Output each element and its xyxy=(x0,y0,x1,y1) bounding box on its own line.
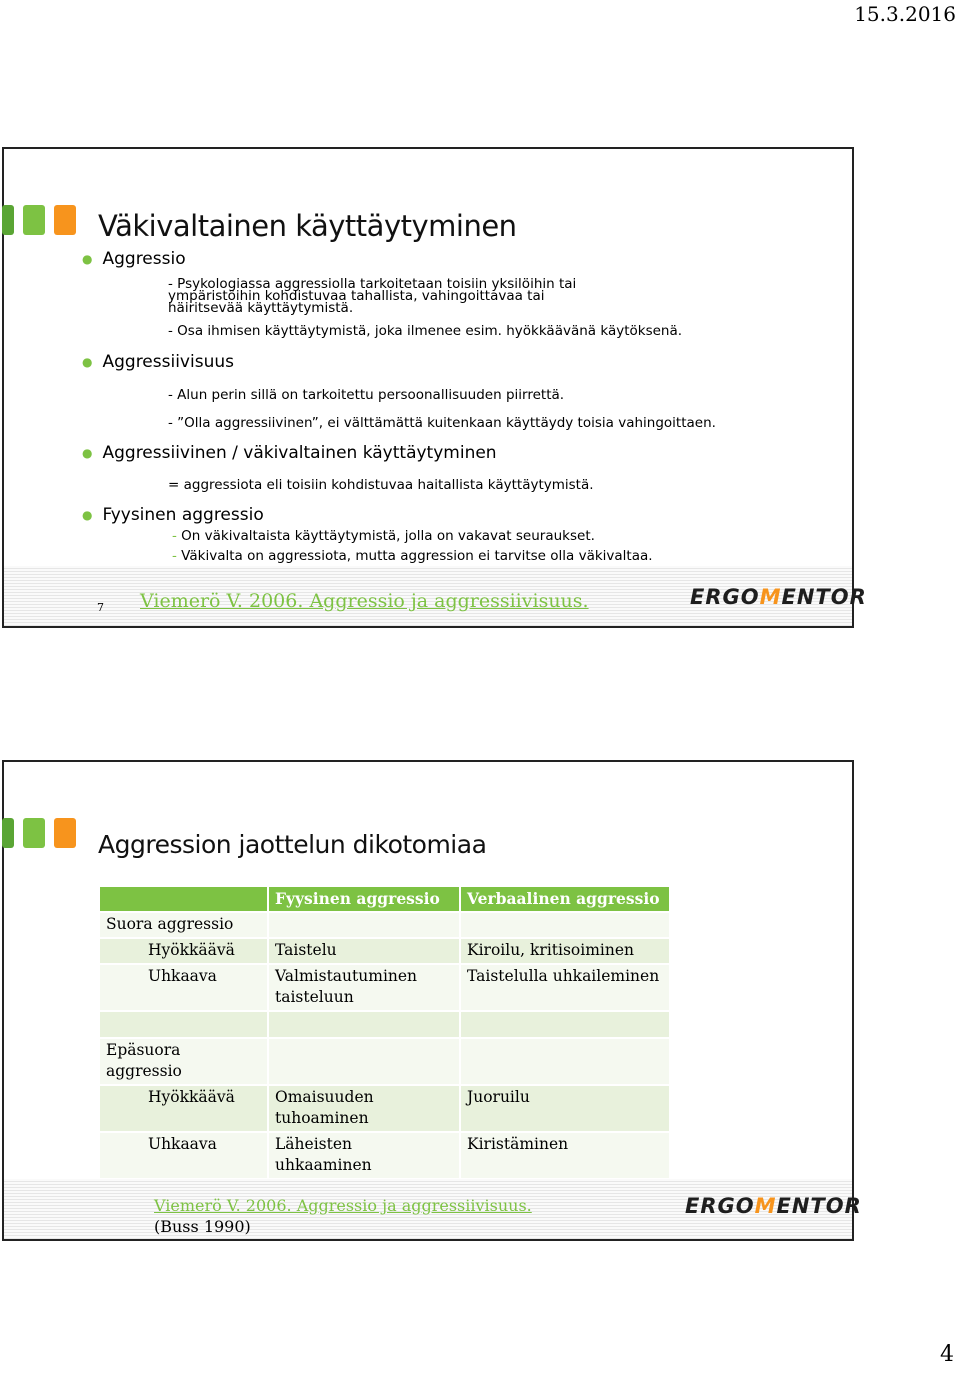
sub-text: - Psykologiassa aggressiolla tarkoitetaan toisiin yksilöihin tai ympäristöihin kohdistuvaa tahallista, vahingoittavaa tai häiritsevää käyttäytymistä. xyxy=(168,276,577,316)
slide-title: Väkivaltainen käyttäytyminen xyxy=(98,209,517,243)
table-cell: Omaisuuden tuhoaminen xyxy=(269,1086,459,1131)
aggression-table xyxy=(98,885,671,1180)
table-cell: Läheisten uhkaaminen xyxy=(269,1133,459,1178)
table-cell xyxy=(461,1012,669,1037)
table-cell xyxy=(461,913,669,937)
source-citation: (Buss 1990) xyxy=(154,1217,251,1236)
ergomentor-logo: ERGOMENTOR xyxy=(690,585,867,609)
slide-violent-behaviour xyxy=(2,147,867,628)
table-row xyxy=(100,1039,669,1084)
bullet-icon: ● xyxy=(82,355,93,369)
logo-square-icon xyxy=(2,818,14,848)
table-cell: Uhkaava xyxy=(100,1133,267,1178)
table-row xyxy=(100,965,669,1010)
table-cell: Taistelulla uhkaileminen xyxy=(461,965,669,1010)
table-cell: Kiroilu, kritisoiminen xyxy=(461,939,669,963)
table-cell: Uhkaava xyxy=(100,965,267,1010)
table-cell: Hyökkäävä xyxy=(100,1086,267,1131)
logo-square-icon xyxy=(23,818,45,848)
table-header-cell xyxy=(100,887,267,911)
page-date: 15.3.2016 xyxy=(854,2,956,26)
table-cell: Hyökkäävä xyxy=(100,939,267,963)
table-cell: Valmistautuminen taisteluun xyxy=(269,965,459,1010)
table-cell xyxy=(269,1039,459,1084)
sub-text: - Alun perin sillä on tarkoitettu persoonallisuuden piirrettä. xyxy=(168,387,565,403)
table-row xyxy=(100,913,669,937)
table-cell: Kiristäminen xyxy=(461,1133,669,1178)
slide-number: 7 xyxy=(97,601,104,614)
bullet-icon: ● xyxy=(82,252,93,266)
table-header-cell: Fyysinen aggressio xyxy=(269,887,459,911)
table-header-row xyxy=(100,887,669,911)
slide-aggression-dichotomy xyxy=(2,760,862,1241)
bullet-aggressio: ● Aggressio xyxy=(82,249,186,269)
table-cell xyxy=(100,1012,267,1037)
sub-text: - Väkivalta on aggressiota, mutta aggression ei tarvitse olla väkivaltaa. xyxy=(172,550,732,562)
table-row xyxy=(100,1012,669,1037)
logo-square-icon xyxy=(54,205,76,235)
bullet-physical: ● Fyysinen aggressio xyxy=(82,505,264,525)
sub-text: - ”Olla aggressiivinen”, ei välttämättä kuitenkaan käyttäydy toisia vahingoittaen. xyxy=(168,415,716,431)
bullet-violent: ● Aggressiivinen / väkivaltainen käyttäytyminen xyxy=(82,443,497,463)
table-cell xyxy=(269,1012,459,1037)
table-cell: Taistelu xyxy=(269,939,459,963)
sub-text: = aggressiota eli toisiin kohdistuvaa haitallista käyttäytymistä. xyxy=(168,477,594,493)
ergomentor-logo: ERGOMENTOR xyxy=(685,1194,862,1218)
logo-square-icon xyxy=(2,205,14,235)
table-row xyxy=(100,1086,669,1131)
logo-square-icon xyxy=(23,205,45,235)
reference-link[interactable]: Viemerö V. 2006. Aggressio ja aggressiivisuus. xyxy=(140,590,589,612)
logo-square-icon xyxy=(54,818,76,848)
slide-title: Aggression jaottelun dikotomiaa xyxy=(98,830,487,859)
table-cell: Suora aggressio xyxy=(100,913,267,937)
bullet-icon: ● xyxy=(82,446,93,460)
bullet-aggressiivisuus: ● Aggressiivisuus xyxy=(82,352,234,372)
bullet-icon: ● xyxy=(82,508,93,522)
sub-text: - On väkivaltaista käyttäytymistä, jolla on vakavat seuraukset. xyxy=(172,530,732,542)
table-row xyxy=(100,939,669,963)
page-number: 4 xyxy=(940,1342,954,1367)
sub-text: - Osa ihmisen käyttäytymistä, joka ilmenee esim. hyökkäävänä käytöksenä. xyxy=(168,323,683,339)
table-cell: Epäsuora aggressio xyxy=(100,1039,267,1084)
reference-link[interactable]: Viemerö V. 2006. Aggressio ja aggressiivisuus. xyxy=(154,1196,532,1215)
table-header-cell: Verbaalinen aggressio xyxy=(461,887,669,911)
table-cell xyxy=(269,913,459,937)
table-cell: Juoruilu xyxy=(461,1086,669,1131)
table-row xyxy=(100,1133,669,1178)
table-cell xyxy=(461,1039,669,1084)
